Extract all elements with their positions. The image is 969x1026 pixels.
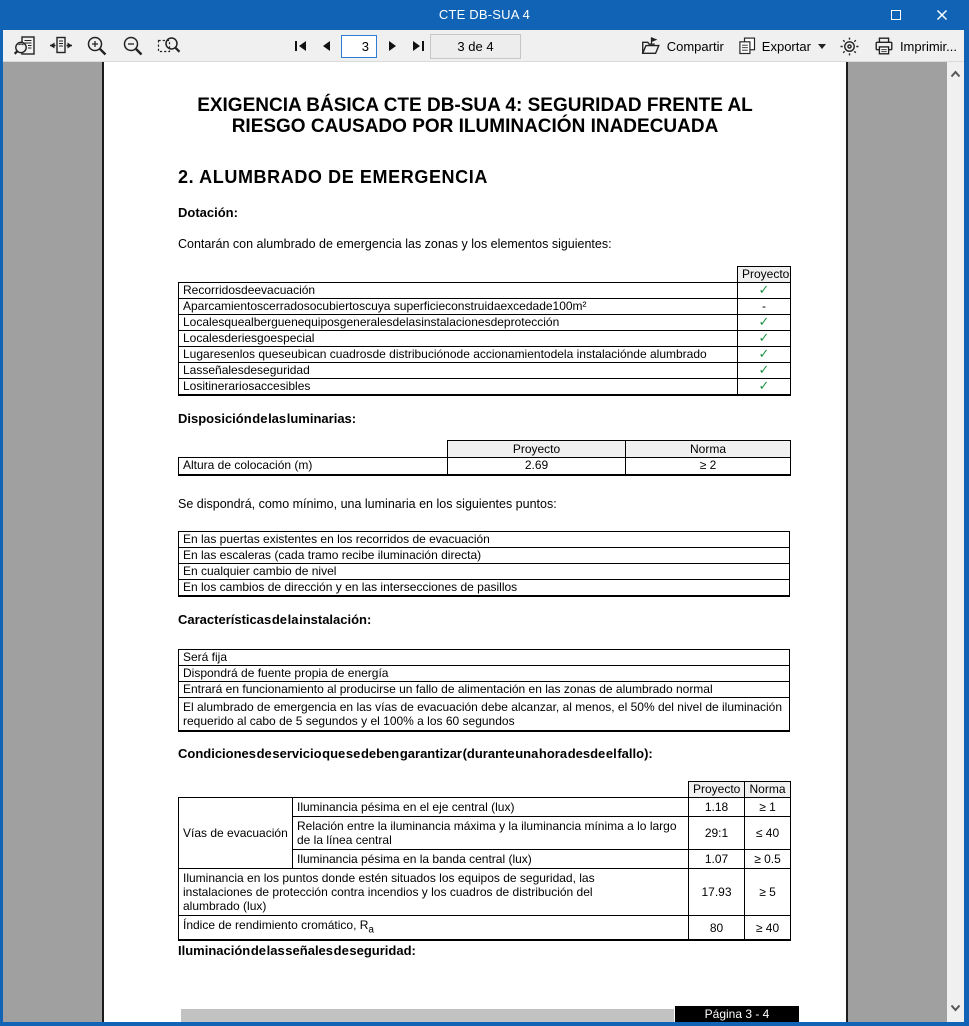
page-navigation — [291, 34, 427, 58]
proyecto-value: 1.07 — [689, 850, 745, 869]
table-row: En las escaleras (cada tramo recibe iluminación directa) — [179, 548, 790, 564]
puntos-table — [178, 531, 790, 597]
norma-value: ≥ 40 — [745, 916, 791, 941]
export-label: Exportar — [761, 38, 811, 54]
norma-value: ≥ 0.5 — [745, 850, 791, 869]
column-header: Norma — [626, 441, 791, 458]
zoom-in-icon — [85, 34, 109, 58]
document-canvas[interactable] — [3, 62, 947, 1022]
row-label: Índice de rendimiento cromático, R — [183, 918, 369, 932]
fit-width-button[interactable] — [47, 33, 74, 60]
toolbar — [3, 30, 964, 62]
disposicion-heading: Disposición de las luminarias: — [178, 411, 357, 426]
check-mark: ✓ — [738, 363, 791, 379]
zoom-page-icon — [13, 34, 37, 58]
group-label: Vías de evacuación — [179, 798, 293, 869]
printer-icon — [873, 35, 895, 57]
senales-heading: Iluminación de las señales de seguridad: — [178, 943, 416, 958]
zoom-tools-group — [11, 32, 182, 60]
table-row: En los cambios de dirección y en las intersecciones de pasillos — [179, 580, 790, 597]
section-heading: 2. ALUMBRADO DE EMERGENCIA — [178, 167, 488, 187]
document-title: EXIGENCIA BÁSICA CTE DB-SUA 4: SEGURIDAD FRENTE AL RIESGO CAUSADO POR ILUMINACIÓN INADECUADA — [197, 95, 753, 137]
gear-icon — [839, 36, 860, 57]
table-row: Vías de evacuación Iluminancia pésima en el eje central (lux) 1.18 ≥ 1 — [179, 798, 791, 817]
scroll-up-icon — [950, 70, 961, 78]
toolbar-actions — [637, 32, 960, 60]
print-button[interactable] — [870, 33, 960, 59]
caracteristicas-heading: Características de la instalación: — [178, 612, 372, 627]
previous-page-button[interactable] — [316, 37, 334, 55]
norma-value: ≤ 40 — [745, 817, 791, 850]
zoom-in-button[interactable] — [83, 33, 110, 60]
share-label: Compartir — [666, 38, 724, 54]
page-number-input[interactable] — [341, 35, 377, 58]
disposicion-table — [178, 440, 791, 476]
table-row: Iluminancia en los puntos donde estén situados los equipos de seguridad, las instalaciones de protección contra incendios y los cuadros de distribución del alumbrado (lux) 17.93 ≥ 5 — [179, 869, 791, 916]
table-row: Lugaresenlos queseubican cuadrosde distribuciónode accionamientodela instalaciónde alumbrado ✓ — [179, 347, 791, 363]
first-page-button[interactable] — [291, 37, 309, 55]
subscript: a — [368, 924, 374, 936]
export-icon — [737, 36, 757, 56]
proyecto-value: 2.69 — [448, 458, 626, 475]
nav-last-icon — [411, 39, 426, 53]
table-row: Altura de colocación (m) 2.69 ≥ 2 — [179, 458, 791, 475]
maximize-button[interactable] — [873, 0, 919, 30]
check-mark: ✓ — [738, 315, 791, 331]
check-mark: ✓ — [738, 331, 791, 347]
zoom-out-button[interactable] — [119, 33, 146, 60]
check-mark: ✓ — [738, 347, 791, 363]
scroll-up-button[interactable] — [947, 65, 964, 82]
condiciones-heading: Condiciones de servicio que se deben garantizar (durante una hora desde el fallo): — [178, 746, 653, 761]
table-row: Será fija — [179, 650, 790, 666]
proyecto-value: 29:1 — [689, 817, 745, 850]
table-row: Localesquealberguenequiposgeneralesdelasinstalacionesdeprotección ✓ — [179, 315, 791, 331]
norma-value: ≥ 2 — [626, 458, 791, 475]
table-header-row — [179, 267, 791, 283]
page-count-indicator: 3 de 4 — [430, 34, 521, 59]
table-row: Localesderiesgoespecial ✓ — [179, 331, 791, 347]
table-header-row — [179, 441, 791, 458]
zoom-page-button[interactable] — [11, 33, 38, 60]
print-label: Imprimir... — [899, 38, 957, 54]
export-button[interactable] — [734, 34, 829, 58]
zoom-marquee-icon — [156, 34, 182, 58]
table-header-row — [179, 782, 791, 798]
dotacion-table — [178, 266, 791, 396]
close-button[interactable] — [919, 0, 965, 30]
table-row: Entrará en funcionamiento al producirse un fallo de alimentación en las zonas de alumbrado normal — [179, 682, 790, 698]
page-indicator-overlay: Página 3 - 4 — [675, 1006, 799, 1022]
nav-prev-icon — [319, 39, 332, 53]
proyecto-value: 80 — [689, 916, 745, 941]
norma-value: ≥ 1 — [745, 798, 791, 817]
column-header: Proyecto — [738, 267, 791, 283]
check-mark: ✓ — [738, 283, 791, 299]
document-page — [102, 62, 848, 1022]
dotacion-intro: Contarán con alumbrado de emergencia las zonas y los elementos siguientes: — [178, 237, 612, 251]
scroll-down-button[interactable] — [947, 999, 964, 1016]
check-mark: ✓ — [738, 379, 791, 396]
nav-first-icon — [293, 39, 308, 53]
table-row: Relación entre la iluminancia máxima y la iluminancia mínima a lo largo de la línea central 29:1 ≤ 40 — [179, 817, 791, 850]
zoom-out-icon — [121, 34, 145, 58]
column-header: Proyecto — [689, 782, 745, 798]
table-row — [179, 916, 791, 941]
zoom-marquee-button[interactable] — [155, 33, 182, 60]
nav-next-icon — [387, 39, 400, 53]
next-page-button[interactable] — [384, 37, 402, 55]
share-icon — [640, 35, 662, 57]
maximize-icon — [891, 10, 901, 20]
share-button[interactable] — [637, 33, 727, 59]
dash-mark: - — [738, 299, 791, 315]
scroll-down-icon — [950, 1004, 961, 1012]
table-row: En cualquier cambio de nivel — [179, 564, 790, 580]
column-header: Proyecto — [448, 441, 626, 458]
table-row: Lositinerariosaccesibles ✓ — [179, 379, 791, 396]
close-icon — [935, 8, 949, 22]
table-row: El alumbrado de emergencia en las vías de evacuación debe alcanzar, al menos, el 50% del nivel de iluminación requerido al cabo de 5 segundos y el 100% a los 60 segundos — [179, 698, 790, 732]
table-row: Iluminancia pésima en la banda central (lux) 1.07 ≥ 0.5 — [179, 850, 791, 869]
settings-button[interactable] — [836, 33, 863, 60]
condiciones-table — [178, 781, 791, 941]
proyecto-value: 17.93 — [689, 869, 745, 916]
puntos-intro: Se dispondrá, como mínimo, una luminaria en los siguientes puntos: — [178, 497, 557, 511]
table-row: Dispondrá de fuente propia de energía — [179, 666, 790, 682]
table-row: Recorridosdeevacuación ✓ — [179, 283, 791, 299]
dotacion-heading: Dotación: — [178, 205, 238, 220]
table-row: En las puertas existentes en los recorridos de evacuación — [179, 532, 790, 548]
last-page-button[interactable] — [409, 37, 427, 55]
fit-width-icon — [49, 34, 73, 58]
table-row: Aparcamientoscerradosocubiertoscuya superficieconstruidaexcedade100m² - — [179, 299, 791, 315]
horizontal-scrollbar-thumb[interactable] — [181, 1009, 674, 1022]
vertical-scrollbar[interactable] — [947, 62, 964, 1022]
titlebar — [0, 0, 969, 30]
caracteristicas-table — [178, 649, 790, 732]
table-row: Lasseñalesdeseguridad ✓ — [179, 363, 791, 379]
norma-value: ≥ 5 — [745, 869, 791, 916]
window-title: CTE DB-SUA 4 — [438, 7, 531, 22]
dropdown-caret-icon — [818, 44, 826, 49]
proyecto-value: 1.18 — [689, 798, 745, 817]
column-header: Norma — [745, 782, 791, 798]
